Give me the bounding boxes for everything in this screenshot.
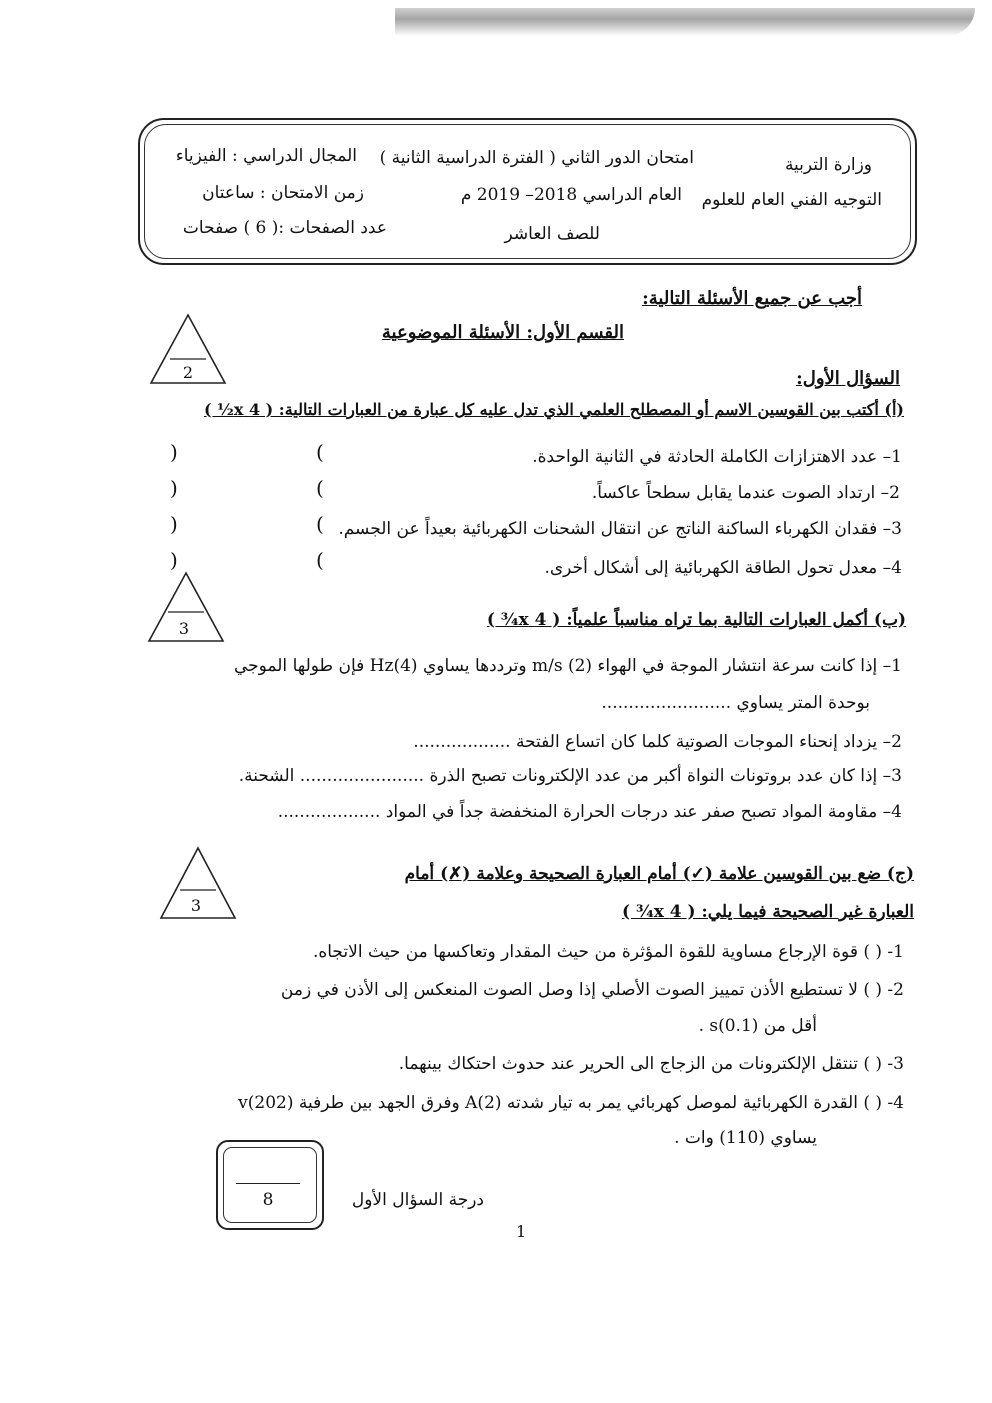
part-b-item-4: 4– مقاومة المواد تصبح صفر عند درجات الحرارة المنخفضة جداً في المواد ...................	[277, 802, 902, 822]
part-c-item-1: 1- ( ) قوة الإرجاع مساوية للقوة المؤثرة من حيث المقدار وتعاكسها من حيث الاتجاه.	[312, 942, 904, 962]
question-score-box	[216, 1140, 324, 1230]
part-a-prompt: (أ) أكتب بين القوسين الاسم أو المصطلح العلمي الذي تدل عليه كل عبارة من العبارات التالية: ( 4 x½ )	[203, 400, 904, 419]
answer-blank-close-3[interactable]: )	[316, 512, 324, 536]
header-duration: زمن الامتحان : ساعتان	[202, 183, 364, 203]
answer-blank-close-1[interactable]: )	[316, 440, 324, 464]
section-title: القسم الأول: الأسئلة الموضوعية	[381, 322, 624, 343]
score-divider	[236, 1183, 300, 1184]
part-b-item-1: 1– إذا كانت سرعة انتشار الموجة في الهواء m/s (2) وترددها يساوي Hz(4) فإن طولها الموجي	[233, 656, 902, 676]
answer-blank-close-2[interactable]: )	[316, 476, 324, 500]
mark-triangle-b	[146, 570, 226, 644]
part-c-item-3: 3- ( ) تنتقل الإلكترونات من الزجاج الى الحرير عند حدوث احتكاك بينهما.	[398, 1054, 904, 1074]
answer-blank-open-1[interactable]: (	[170, 440, 178, 464]
part-c-item-4-cont: يساوي (110) وات .	[674, 1128, 817, 1148]
part-a-item-4: 4– معدل تحول الطاقة الكهربائية إلى أشكال أخرى.	[544, 558, 902, 578]
part-b-item-3: 3– إذا كان عدد بروتونات النواة أكبر من عدد الإلكترونات تصبح الذرة ....................... الشحنة.	[238, 766, 902, 786]
answer-blank-open-2[interactable]: (	[170, 476, 178, 500]
mark-b-value: 3	[178, 619, 190, 638]
part-c-item-4: 4- ( ) القدرة الكهربائية لموصل كهربائي يمر به تيار شدته A(2) وفرق الجهد بين طرفية v(202)	[238, 1093, 904, 1113]
header-ministry: وزارة التربية	[784, 155, 872, 175]
header-grade: للصف العاشر	[504, 224, 600, 244]
part-a-item-2: 2– ارتداد الصوت عندما يقابل سطحاً عاكساً.	[591, 483, 900, 503]
part-b-item-2: 2– يزداد إنحناء الموجات الصوتية كلما كان اتساع الفتحة ..................	[413, 732, 902, 752]
mark-triangle-c	[158, 845, 238, 921]
header-subject: المجال الدراسي : الفيزياء	[175, 146, 357, 166]
part-c-item-2: 2- ( ) لا تستطيع الأذن تمييز الصوت الأصلي إذا وصل الصوت المنعكس إلى الأذن في زمن	[280, 980, 904, 1000]
header-academic-year: العام الدراسي 2018– 2019 م	[460, 185, 682, 205]
part-c-prompt-line2: العبارة غير الصحيحة فيما يلي: ( 4 x¾ )	[622, 902, 914, 922]
part-b-prompt: (ب) أكمل العبارات التالية بما تراه مناسباً علمياً: ( 4 x¾ )	[486, 610, 906, 630]
header-directorate: التوجيه الفني العام للعلوم	[701, 190, 882, 210]
header-pages: عدد الصفحات :( 6 ) صفحات	[182, 218, 387, 238]
question-title: السؤال الأول:	[796, 368, 900, 389]
mark-triangle-a	[148, 312, 228, 386]
part-a-item-1: 1– عدد الاهتزازات الكاملة الحادثة في الثانية الواحدة.	[532, 447, 902, 467]
answer-blank-open-4[interactable]: (	[170, 548, 178, 572]
part-c-prompt-line1: (ج) ضع بين القوسين علامة (✓) أمام العبارة الصحيحة وعلامة (✗) أمام	[404, 864, 914, 884]
scan-edge-shadow	[395, 8, 975, 36]
answer-blank-close-4[interactable]: )	[316, 548, 324, 572]
score-total: 8	[262, 1190, 274, 1210]
part-c-item-2-cont: أقل من s(0.1) .	[698, 1016, 817, 1036]
answer-blank-open-3[interactable]: (	[170, 512, 178, 536]
mark-a-value: 2	[182, 363, 194, 382]
part-b-item-1-cont: بوحدة المتر يساوي ........................	[601, 693, 870, 713]
instructions: أجب عن جميع الأسئلة التالية:	[642, 288, 862, 309]
page-number: 1	[516, 1222, 527, 1241]
header-exam-title: امتحان الدور الثاني ( الفترة الدراسية الثانية )	[379, 148, 694, 168]
mark-c-value: 3	[190, 896, 202, 915]
part-a-item-3: 3– فقدان الكهرباء الساكنة الناتج عن انتقال الشحنات الكهربائية بعيداً عن الجسم.	[338, 519, 902, 539]
score-label: درجة السؤال الأول	[351, 1190, 484, 1210]
